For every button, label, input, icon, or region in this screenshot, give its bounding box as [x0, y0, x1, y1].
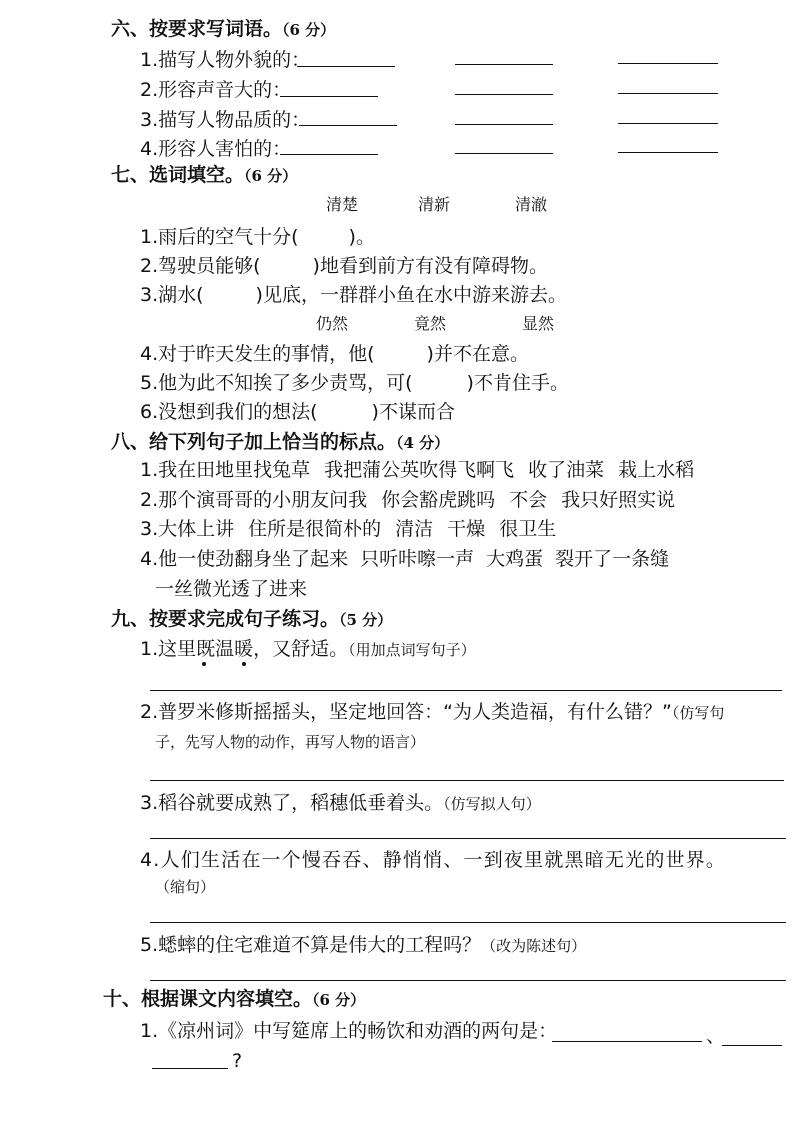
phrase: 大鸡蛋 — [486, 548, 544, 570]
s7-question-2 — [140, 257, 548, 276]
phrase: 3.大体上讲 — [140, 518, 235, 540]
phrase: 很卫生 — [499, 518, 557, 540]
answer-line[interactable] — [455, 153, 553, 154]
section-7-points: （6 分） — [244, 167, 298, 185]
phrase: 收了油菜 — [528, 459, 605, 481]
q-note: （仿写句 — [671, 704, 725, 722]
phrase: 2.那个演哥哥的小朋友问我 — [140, 489, 368, 511]
section-10-heading: 十、根据课文内容填空。 — [103, 988, 313, 1010]
s9-question-1 — [140, 640, 476, 659]
word-choice: 竟然 — [414, 314, 447, 333]
section-8-points: （4 分） — [396, 434, 450, 452]
answer-line[interactable] — [280, 154, 378, 155]
q-text: 5.蟋蟀的住宅难道不算是伟大的工程吗？ — [140, 934, 482, 956]
word-choice: 仍然 — [316, 314, 349, 333]
section-6-points: （6 分） — [282, 21, 336, 39]
s9-question-3 — [140, 794, 541, 813]
q-text: 4.对于昨天发生的事情，他( — [140, 343, 375, 365]
q-text: 3.湖水( — [140, 284, 204, 306]
answer-line[interactable] — [455, 94, 553, 95]
q-note: （用加点词写句子） — [348, 641, 476, 659]
answer-line[interactable] — [152, 1068, 228, 1069]
s8-line-3 — [140, 520, 556, 539]
s8-line-5: 一丝微光透了进来 — [155, 578, 308, 600]
answer-line[interactable] — [618, 93, 718, 94]
q-text: 2.普罗米修斯摇摇头，坚定地回答：“为人类造福，有什么错？” — [140, 701, 672, 723]
q-text: )不肯住手。 — [466, 372, 569, 394]
section-8-title — [111, 433, 449, 452]
section-9-heading: 九、按要求完成句子练习。 — [111, 608, 340, 630]
answer-line[interactable] — [455, 64, 553, 65]
section-9-title — [111, 610, 392, 629]
s10-question-1: 1.《凉州词》中写筵席上的畅饮和劝酒的两句是： — [140, 1020, 558, 1042]
q-text: )地看到前方有没有障碍物。 — [312, 255, 548, 277]
phrase: 不会 — [509, 489, 548, 511]
phrase: 干燥 — [447, 518, 486, 540]
s9-question-2 — [140, 703, 724, 722]
q-text: )并不在意。 — [426, 343, 529, 365]
section-6-heading: 六、按要求写词语。 — [111, 18, 283, 40]
phrase: 1.我在田地里找兔草 — [140, 459, 311, 481]
word-choice: 显然 — [522, 314, 555, 333]
section-10-title — [103, 990, 365, 1009]
section-7-heading: 七、选词填空。 — [111, 164, 245, 186]
word-choice: 清楚 — [326, 195, 359, 214]
emphasis-dot — [242, 662, 246, 666]
answer-line[interactable] — [280, 96, 378, 97]
answer-line[interactable] — [455, 124, 553, 125]
section-9-points: （5 分） — [339, 611, 393, 629]
answer-line[interactable] — [618, 63, 718, 64]
answer-line[interactable] — [552, 1041, 702, 1042]
s8-line-2 — [140, 491, 675, 510]
s7-question-5 — [140, 374, 569, 393]
word-choice: 清澈 — [515, 195, 548, 214]
s9-question-4-note: （缩句） — [155, 878, 216, 896]
s8-line-4 — [140, 550, 669, 569]
q-text: 1.这里既温暖，又舒适。 — [140, 638, 349, 660]
s6-item-3: 3.描写人物品质的： — [140, 109, 311, 131]
q-text: )不谋而合 — [371, 401, 455, 423]
s9-question-4: 4.人们生活在一个慢吞吞、静悄悄、一到夜里就黑暗无光的世界。 — [140, 849, 727, 871]
answer-line[interactable] — [722, 1045, 782, 1046]
answer-line[interactable] — [150, 690, 782, 691]
answer-line[interactable] — [150, 980, 786, 981]
section-10-points: （6 分） — [312, 991, 366, 1009]
answer-line[interactable] — [299, 125, 397, 126]
q-note: （改为陈述句） — [481, 937, 587, 955]
phrase: 我把蒲公英吹得飞啊飞 — [324, 459, 515, 481]
section-8-heading: 八、给下列句子加上恰当的标点。 — [111, 431, 397, 453]
section-7-title — [111, 166, 297, 185]
answer-line[interactable] — [150, 922, 786, 923]
s8-line-1 — [140, 461, 694, 480]
section-6-title — [111, 20, 335, 39]
answer-line[interactable] — [297, 66, 395, 67]
s7-question-4 — [140, 345, 529, 364]
emphasis-dot — [202, 662, 206, 666]
q-text: 6.没想到我们的想法( — [140, 401, 318, 423]
q-text: 1.雨后的空气十分( — [140, 226, 299, 248]
question-mark: ? — [232, 1050, 243, 1072]
s6-item-2: 2.形容声音大的： — [140, 79, 292, 101]
q-text: 2.驾驶员能够( — [140, 255, 261, 277]
q-text: 3.稻谷就要成熟了，稻穗低垂着头。 — [140, 792, 444, 814]
answer-line[interactable] — [618, 123, 718, 124]
phrase: 住所是很简朴的 — [248, 518, 382, 540]
phrase: 栽上水稻 — [618, 459, 695, 481]
phrase: 我只好照实说 — [561, 489, 676, 511]
s7-question-1 — [140, 228, 375, 247]
q-note: （仿写拟人句） — [443, 795, 541, 813]
answer-line[interactable] — [150, 838, 786, 839]
phrase: 只听咔嚓一声 — [360, 548, 475, 570]
phrase: 你会豁虎跳吗 — [381, 489, 496, 511]
s7-question-6 — [140, 403, 455, 422]
s6-item-1: 1.描写人物外貌的： — [140, 49, 311, 71]
answer-line[interactable] — [618, 152, 718, 153]
s6-item-4: 4.形容人害怕的： — [140, 138, 292, 160]
s9-question-2-note: 子，先写人物的动作，再写人物的语言） — [155, 733, 426, 751]
phrase: 4.他一使劲翻身坐了起来 — [140, 548, 349, 570]
separator: 、 — [706, 1025, 726, 1047]
q-text: 5.他为此不知挨了多少责骂，可( — [140, 372, 413, 394]
s7-question-3 — [140, 286, 567, 305]
s9-question-5 — [140, 936, 586, 955]
phrase: 裂开了一条缝 — [555, 548, 670, 570]
q-text: )见底，一群群小鱼在水中游来游去。 — [255, 284, 567, 306]
answer-line[interactable] — [150, 780, 784, 781]
word-choice: 清新 — [418, 195, 451, 214]
q-text: )。 — [348, 226, 375, 248]
phrase: 清洁 — [395, 518, 434, 540]
